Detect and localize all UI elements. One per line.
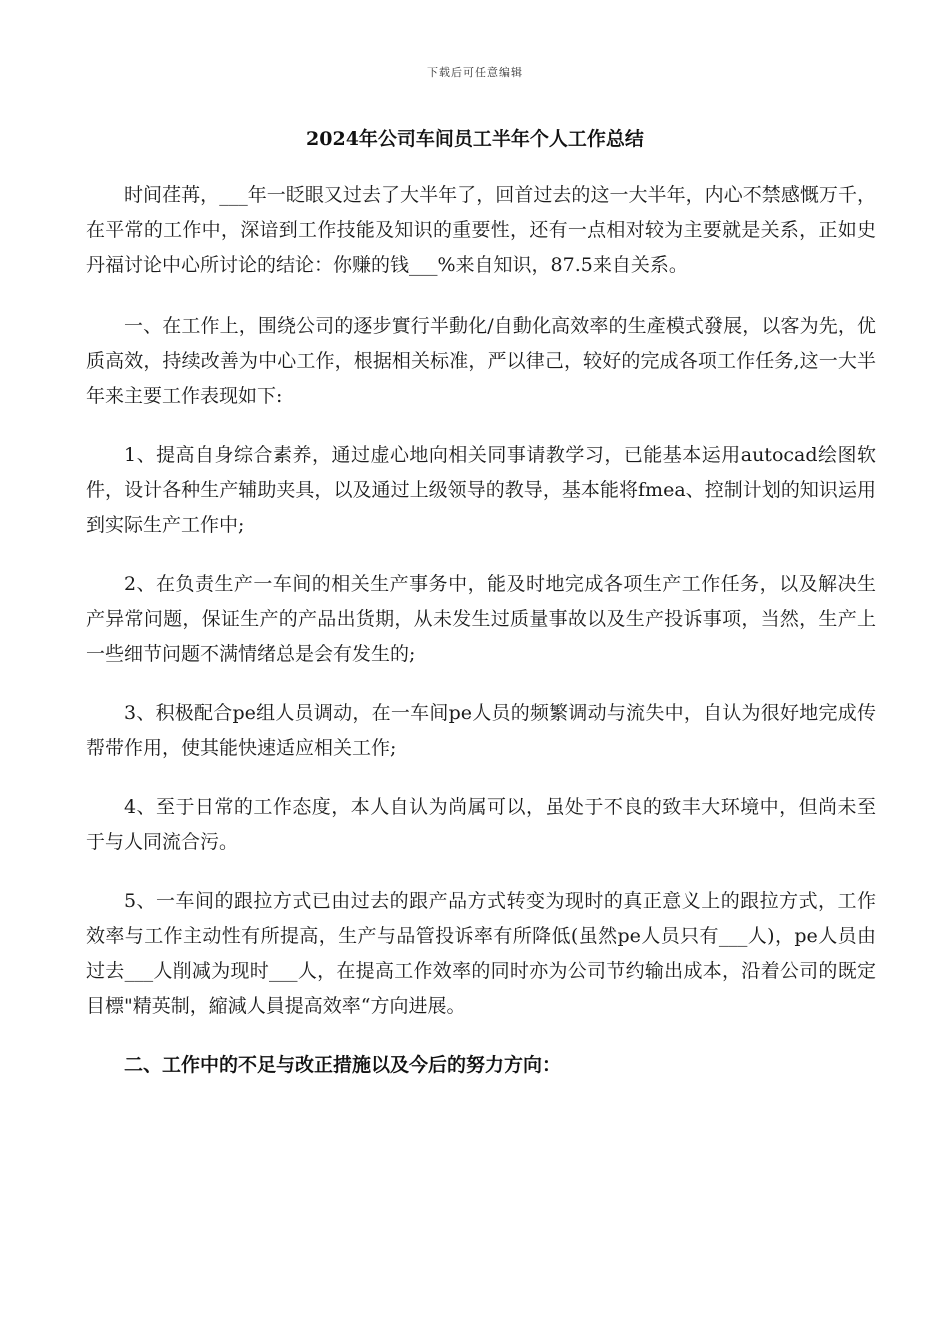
- paragraph-item-5: 5、一车间的跟拉方式已由过去的跟产品方式转变为现时的真正意义上的跟拉方式，工作效率与工作主动性有所提高，生产与品管投诉率有所降低(虽然pe人员只有___人)，pe人员由过去___人削减为现时___人，在提高工作效率的同时亦为公司节约输出成本，沿着公司的既定目標"精英制，縮減人員提高效率“方向进展。: [86, 890, 876, 1017]
- paragraph-work-overview: 一、在工作上，围绕公司的逐步實行半動化/自動化高效率的生產模式發展，以客为先，优质高效，持续改善为中心工作，根据相关标准，严以律己，较好的完成各项工作任务,这一大半年来主要工作表现如下:: [86, 315, 876, 407]
- paragraph-item-4: 4、至于日常的工作态度，本人自认为尚属可以，虽处于不良的致丰大环境中，但尚未至于与人同流合污。: [86, 796, 876, 853]
- paragraph-item-2: 2、在负责生产一车间的相关生产事务中，能及时地完成各项生产工作任务，以及解决生产异常问题，保证生产的产品出货期，从未发生过质量事故以及生产投诉事项，当然，生产上一些细节问题不满情绪总是会有发生的;: [86, 573, 876, 665]
- paragraph-intro: 时间荏苒，___年一眨眼又过去了大半年了，回首过去的这一大半年，内心不禁感慨万千，在平常的工作中，深谙到工作技能及知识的重要性，还有一点相对较为主要就是关系，正如史丹福讨论中心所讨论的结论：你赚的钱___%来自知识，87.5来自关系。: [86, 184, 876, 276]
- document-title: 2024年公司车间员工半年个人工作总结: [306, 128, 644, 150]
- header-note: 下载后可任意编辑: [427, 66, 523, 79]
- paragraph-item-3: 3、积极配合pe组人员调动，在一车间pe人员的频繁调动与流失中，自认为很好地完成传帮带作用，使其能快速适应相关工作;: [86, 702, 876, 759]
- paragraph-item-1: 1、提高自身综合素养，通过虚心地向相关同事请教学习，已能基本运用autocad绘图软件，设计各种生产辅助夹具，以及通过上级领导的教导，基本能将fmea、控制计划的知识运用到实际生产工作中;: [86, 444, 876, 536]
- document-body: [86, 178, 876, 1083]
- section-heading: 二、工作中的不足与改正措施以及今后的努力方向：: [124, 1054, 562, 1076]
